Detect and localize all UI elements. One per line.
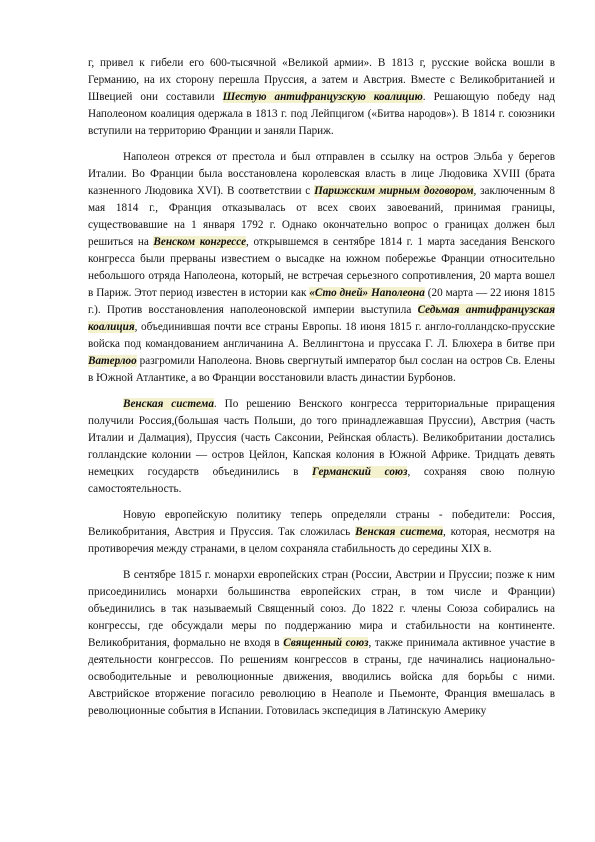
paragraph-text: , открывшемся в сентябре 1814 г. 1 марта заседания Венского конгресса были прерваны известием о высадке на южном побережье Франции относительно небольшого отряда Наполеона, который, не встречая серьезного сопротивления, 20 марта вошел в Париж. Этот период известен в истории как [88,236,555,299]
paragraph-text: , объединившая почти все страны Европы. 18 июня 1815 г. англо-голландско-прусские войска под командованием англичанина А. Веллингтона и пруссака Г. Л. Блюхера в битве при [88,321,555,350]
paragraph-text: (20 марта — 22 июня 1815 г.). Против восстановления наполеоновской империи выступила [88,287,555,316]
highlighted-term: Германский союз [312,466,408,478]
paragraph-text: . По решению Венского конгресса территориальные приращения получили Россия,(большая часть Польши, до того принадлежавшая Пруссии), Австрия (часть Италии и Далмация), Пруссия (часть Саксонии, Рейнская область). Великобритании достались голландские колонии — остров Цейлон, Капская колония в Южной Африке. Тридцать девять немецких государств объединились в [88,398,555,478]
paragraph-text: . Решающую победу над Наполеоном коалиция одержала в 1813 г. под Лейпцигом («Битва народов»). В 1814 г. союзники вступили на территорию Франции и заняли Париж. [88,91,555,137]
paragraph-text: разгромили Наполеона. Вновь свергнутый император был сослан на остров Св. Елены в Южной Атлантике, а во Франции восстановили власть династии Бурбонов. [88,355,555,384]
paragraph-text: , сохраняя свою полную самостоятельность. [88,466,555,495]
paragraph-text: В сентябре 1815 г. монархи европейских стран (России, Австрии и Пруссии; позже к ним присоединились монархи большинства европейских стран, в том числе и Франции) объединились в так называемый Священный союз. До 1822 г. члены Союза собирались на конгрессы, где обсуждали меры по поддержанию мира и стабильности на континенте. Великобритания, формально не входя в [88,569,555,649]
highlighted-term: Венская система [123,398,214,410]
paragraph [88,396,555,498]
paragraph [88,507,555,558]
highlighted-term: Венском конгрессе [153,236,247,248]
highlighted-term: «Сто дней» Наполеона [309,287,425,299]
paragraph-text: г, привел к гибели его 600-тысячной «Великой армии». В 1813 г, русские войска вошли в Германию, на их сторону перешла Пруссия, а затем и Австрия. Вместе с Великобританией и Швецией они составили [88,57,555,103]
highlighted-term: Парижским мирным договором [314,185,474,197]
highlighted-term: Шестую антифранцузскую коалицию [222,91,423,103]
highlighted-term: Ватерлоо [88,355,137,367]
paragraph-text: , заключенным 8 мая 1814 г., Франция отказывалась от всех своих завоеваний, принимая границы, существовавшие на 1 января 1792 г. Однако окончательно вопрос о границах должен был решиться на [88,185,555,248]
paragraph [88,149,555,387]
paragraph [88,55,555,140]
paragraph-text: Новую европейскую политику теперь определяли страны - победители: Россия, Великобритания, Австрия и Пруссия. Так сложилась [88,509,555,538]
highlighted-term: Седьмая антифранцузская коалиция [88,304,555,333]
paragraph-text: , которая, несмотря на противоречия между странами, в целом сохраняла стабильность до середины XIX в. [88,526,555,555]
highlighted-term: Священный союз [283,637,369,649]
highlighted-term: Венская система [355,526,443,538]
paragraph-text: , также принимала активное участие в деятельности конгрессов. По решениям конгрессов в страны, где начинались национально-освободительные и революционные движения, вводились войска для борьбы с ними. Австрийское вторжение погасило революцию в Неаполе и Пьемонте, Франция вмешалась в революционные события в Испании. Готовилась экспедиция в Латинскую Америку [88,637,555,717]
paragraph [88,567,555,720]
paragraph-text: Наполеон отрекся от престола и был отправлен в ссылку на остров Эльба у берегов Италии. Во Франции была восстановлена королевская власть в лице Людовика XVIII (брата казненного Людовика XVI). В соответствии с [88,151,555,197]
document-body [88,55,555,720]
